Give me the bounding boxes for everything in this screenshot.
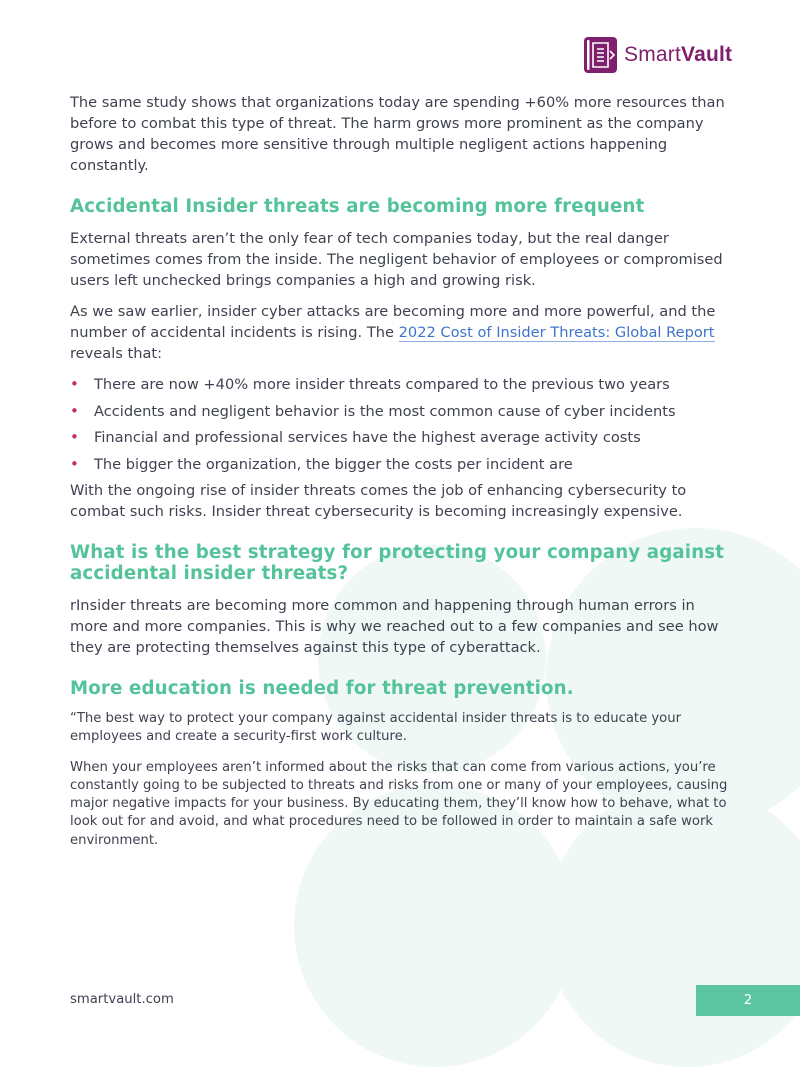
bullet-icon: •: [70, 428, 79, 446]
section1-paragraph-2: As we saw earlier, insider cyber attacks are becoming more and more powerful, and the number of accidental incidents is rising. The 2022 Cost of Insider Threats: Global Report reveals that:: [70, 303, 716, 362]
quote-paragraph: “The best way to protect your company against accidental insider threats is to educate your employees and create a security-first work culture.: [70, 711, 682, 745]
section1-paragraph-3: With the ongoing rise of insider threats comes the job of enhancing cybersecurity to combat such risks. Insider threat cybersecurity is becoming increasingly expensive.: [70, 482, 687, 520]
list-item: • Accidents and negligent behavior is the most common cause of cyber incidents: [70, 401, 676, 420]
list-item: • Financial and professional services have the highest average activity costs: [70, 428, 641, 446]
smartvault-logo: [584, 37, 732, 73]
list-item: • There are now +40% more insider threats compared to the previous two years: [70, 375, 670, 393]
education-paragraph: When your employees aren’t informed about the risks that can come from various actions, you’re constantly going to be subjected to threats and risks from one or many of your employees, causing major negative impacts for your business. By educating them, they’ll know how to behave, what to look out for and avoid, and what procedures need to be followed in order to maintain a safe work environment.: [70, 759, 728, 848]
section2-paragraph: rInsider threats are becoming more common and happening through human errors in more and more companies. This is why we reached out to a few companies and see how they are protecting themselves against this type of cyberattack.: [70, 597, 719, 656]
footer-url: smartvault.com: [70, 992, 174, 1007]
bullet-icon: •: [70, 375, 79, 393]
brand-name: SmartVault: [624, 43, 733, 66]
bullet-icon: •: [70, 401, 79, 420]
main-content: [70, 92, 735, 850]
section-heading-education: More education is needed for threat prevention.: [70, 678, 574, 699]
smartvault-logo-icon: [584, 37, 617, 73]
section1-paragraph-1: External threats aren’t the only fear of tech companies today, but the real danger sometimes comes from the inside. The negligent behavior of employees or compromised users left unchecked brings companies a high and growing risk.: [70, 230, 723, 289]
report-link[interactable]: 2022 Cost of Insider Threats: Global Report: [398, 324, 715, 341]
list-item: • The bigger the organization, the bigger the costs per incident are: [70, 454, 573, 473]
bullet-icon: •: [70, 454, 79, 473]
section-heading-best-strategy: What is the best strategy for protecting your company against accidental insider threats?: [70, 542, 725, 584]
page-number: 2: [696, 985, 800, 1016]
intro-paragraph: The same study shows that organizations today are spending +60% more resources than before to combat this type of threat. The harm grows more prominent as the company grows and becomes more sensitive through multiple negligent actions happening constantly.: [70, 94, 725, 174]
section-heading-accidental-threats: Accidental Insider threats are becoming more frequent: [70, 196, 645, 217]
findings-list: [70, 374, 735, 475]
